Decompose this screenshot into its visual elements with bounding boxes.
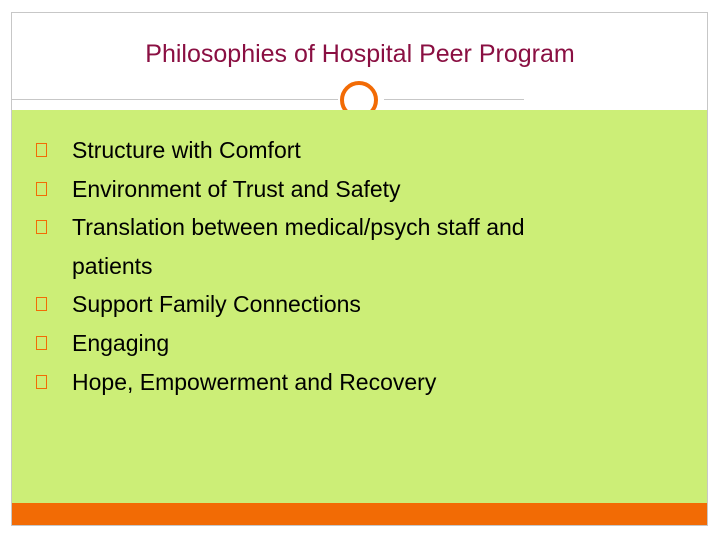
- bullet-text: Engaging: [72, 329, 170, 356]
- bullet-item: [36, 285, 676, 324]
- bullet-list: [36, 131, 676, 401]
- title-divider-right: [384, 99, 524, 100]
- square-bullet-icon: [36, 182, 47, 196]
- bullet-text: Translation between medical/psych staff and: [72, 214, 525, 241]
- bullet-text: Support Family Connections: [72, 291, 361, 318]
- bullet-text: Environment of Trust and Safety: [72, 175, 401, 202]
- title-divider-left: [12, 99, 338, 100]
- slide-title: Philosophies of Hospital Peer Program: [145, 40, 575, 68]
- bullet-text: Structure with Comfort: [72, 137, 301, 163]
- square-bullet-icon: [36, 220, 47, 234]
- bullet-text-continuation: patients: [72, 252, 153, 279]
- square-bullet-icon: [36, 143, 47, 157]
- square-bullet-icon: [36, 297, 47, 311]
- bullet-item: [36, 131, 676, 170]
- square-bullet-icon: [36, 336, 47, 350]
- footer-accent-bar: [12, 503, 707, 525]
- bullet-item: [36, 324, 676, 363]
- bullet-text: Hope, Empowerment and Recovery: [72, 368, 437, 395]
- bullet-item: [36, 208, 676, 285]
- square-bullet-icon: [36, 375, 47, 389]
- bullet-item: [36, 170, 676, 209]
- bullet-item: [36, 363, 676, 402]
